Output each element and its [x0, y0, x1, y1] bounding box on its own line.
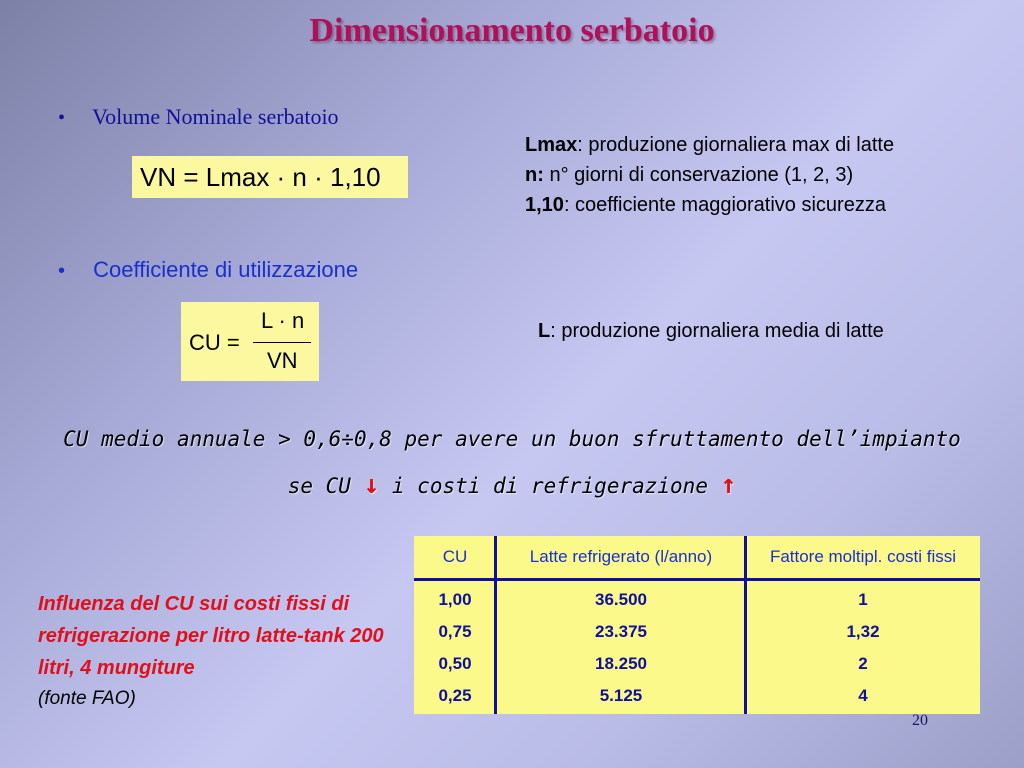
table-cell: 23.375	[595, 622, 647, 641]
bullet-label: Volume Nominale serbatoio	[92, 104, 339, 129]
formula-cu-lhs: CU =	[189, 330, 240, 355]
arrow-down-icon: ↓	[363, 470, 380, 500]
table-cell: 5.125	[599, 686, 643, 705]
table-cell: 2	[858, 654, 868, 673]
formula-cu-denominator: VN	[267, 348, 298, 373]
formula-cu-numerator: L · n	[261, 308, 305, 333]
bullet-marker: •	[58, 107, 66, 129]
page-number: 20	[912, 712, 928, 729]
definition-text: : produzione giornaliera max di latte	[577, 134, 895, 156]
definition-lmax	[525, 130, 894, 160]
cu-table	[414, 536, 980, 714]
cu-statement-text: se CU	[287, 474, 351, 498]
formula-vn: VN = Lmax · n · 1,10	[132, 156, 408, 198]
bullet-label: Coefficiente di utilizzazione	[93, 257, 359, 282]
definitions-list	[525, 130, 894, 220]
definition-term: L	[538, 320, 551, 342]
definition-text: n° giorni di conservazione (1, 2, 3)	[543, 164, 854, 186]
arrow-up-icon: ↑	[720, 470, 737, 500]
bullet-volume-nominale	[58, 104, 339, 130]
slide-title: Dimensionamento serbatoio	[309, 12, 715, 49]
table-cell: 0,75	[438, 622, 472, 641]
cu-statement-line1: CU medio annuale > 0,6÷0,8 per avere un buon sfruttamento dell’impianto	[63, 427, 961, 451]
table-cell: 0,25	[438, 686, 472, 705]
table-cell: 1,00	[438, 590, 472, 609]
table-cell: 4	[858, 686, 868, 705]
definition-term: Lmax	[525, 134, 578, 156]
definition-text: : produzione giornaliera media di latte	[550, 320, 884, 342]
definition-coeff	[525, 190, 894, 220]
table-cell: 1	[858, 590, 868, 609]
bullet-coefficiente	[58, 257, 358, 283]
table-cell: 36.500	[595, 590, 647, 609]
table-cell: 1,32	[846, 622, 880, 641]
definition-term: 1,10	[525, 194, 564, 216]
table-header-cu: CU	[442, 547, 468, 566]
definition-l	[538, 320, 884, 343]
cu-statement-line2	[0, 470, 1024, 500]
table-header-latte: Latte refrigerato (l/anno)	[529, 547, 713, 566]
cu-statement-text: i costi di refrigerazione	[391, 474, 721, 498]
definition-term: n:	[525, 164, 544, 186]
source-note: (fonte FAO)	[38, 688, 136, 709]
table-header-fattore: Fattore moltipl. costi fissi	[769, 547, 957, 566]
table-column-divider	[744, 536, 747, 714]
influence-note: Influenza del CU sui costi fissi di refrigerazione per litro latte-tank 200 litri, 4 mungiture	[38, 593, 384, 679]
fraction-bar	[253, 342, 311, 343]
table-cell: 18.250	[595, 654, 647, 673]
formula-cu	[181, 302, 319, 381]
table-header-divider	[414, 578, 980, 581]
bullet-marker: •	[58, 260, 66, 282]
table-cell: 0,50	[438, 654, 472, 673]
definition-n	[525, 160, 894, 190]
definition-text: : coefficiente maggiorativo sicurezza	[563, 194, 886, 216]
